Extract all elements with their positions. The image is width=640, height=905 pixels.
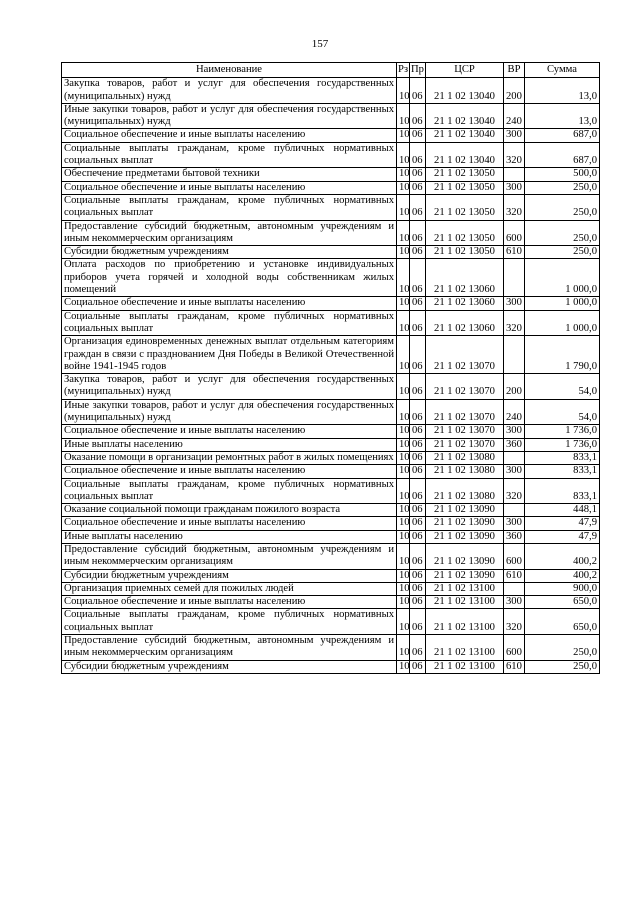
row-pr-cell: 06 xyxy=(410,425,426,438)
row-name-cell: Социальные выплаты гражданам, кроме публичных нормативных социальных выплат xyxy=(62,142,397,168)
row-pr-cell: 06 xyxy=(410,168,426,181)
row-name-cell: Закупка товаров, работ и услуг для обеспечения государственных (муниципальных) нужд xyxy=(62,374,397,400)
row-vr-cell: 240 xyxy=(504,399,525,425)
row-csr-cell: 21 1 02 13040 xyxy=(426,78,504,104)
row-vr-cell: 360 xyxy=(504,438,525,451)
row-rz-cell: 10 xyxy=(397,596,410,609)
row-vr-cell: 200 xyxy=(504,78,525,104)
row-csr-cell: 21 1 02 13070 xyxy=(426,399,504,425)
row-pr-cell: 06 xyxy=(410,194,426,220)
row-vr-cell: 610 xyxy=(504,660,525,673)
column-header-vr: ВР xyxy=(504,63,525,78)
row-sum-cell: 13,0 xyxy=(525,103,600,129)
table-row xyxy=(62,438,600,451)
row-sum-cell: 1 736,0 xyxy=(525,425,600,438)
row-sum-cell: 1 000,0 xyxy=(525,310,600,336)
row-sum-cell: 833,1 xyxy=(525,451,600,464)
row-sum-cell: 54,0 xyxy=(525,374,600,400)
table-row xyxy=(62,465,600,478)
row-rz-cell: 10 xyxy=(397,181,410,194)
row-vr-cell: 320 xyxy=(504,142,525,168)
row-name-cell: Оказание социальной помощи гражданам пожилого возраста xyxy=(62,504,397,517)
row-sum-cell: 250,0 xyxy=(525,635,600,661)
table-row xyxy=(62,425,600,438)
row-vr-cell: 300 xyxy=(504,129,525,142)
row-name-cell: Социальное обеспечение и иные выплаты населению xyxy=(62,297,397,310)
row-sum-cell: 500,0 xyxy=(525,168,600,181)
row-name-cell: Социальное обеспечение и иные выплаты населению xyxy=(62,425,397,438)
row-name-cell: Субсидии бюджетным учреждениям xyxy=(62,246,397,259)
row-name-cell: Социальное обеспечение и иные выплаты населению xyxy=(62,181,397,194)
row-csr-cell: 21 1 02 13080 xyxy=(426,478,504,504)
row-name-cell: Социальное обеспечение и иные выплаты населению xyxy=(62,517,397,530)
row-name-cell: Иные выплаты населению xyxy=(62,438,397,451)
row-pr-cell: 06 xyxy=(410,310,426,336)
row-name-cell: Оплата расходов по приобретению и установке индивидуальных приборов учета горячей и холодной воды собственникам жилых помещений xyxy=(62,259,397,297)
row-rz-cell: 10 xyxy=(397,635,410,661)
column-header-rz: Рз xyxy=(397,63,410,78)
row-csr-cell: 21 1 02 13050 xyxy=(426,246,504,259)
table-row xyxy=(62,569,600,582)
row-rz-cell: 10 xyxy=(397,530,410,543)
column-header-csr: ЦСР xyxy=(426,63,504,78)
row-rz-cell: 10 xyxy=(397,259,410,297)
row-name-cell: Организация приемных семей для пожилых людей xyxy=(62,582,397,595)
row-pr-cell: 06 xyxy=(410,660,426,673)
row-vr-cell: 320 xyxy=(504,310,525,336)
row-vr-cell: 610 xyxy=(504,246,525,259)
table-row xyxy=(62,78,600,104)
row-vr-cell xyxy=(504,582,525,595)
table-row xyxy=(62,478,600,504)
row-csr-cell: 21 1 02 13090 xyxy=(426,543,504,569)
table-row xyxy=(62,660,600,673)
table-row xyxy=(62,374,600,400)
row-pr-cell: 06 xyxy=(410,582,426,595)
row-rz-cell: 10 xyxy=(397,310,410,336)
row-pr-cell: 06 xyxy=(410,517,426,530)
row-csr-cell: 21 1 02 13100 xyxy=(426,660,504,673)
row-sum-cell: 250,0 xyxy=(525,181,600,194)
row-csr-cell: 21 1 02 13050 xyxy=(426,168,504,181)
row-name-cell: Социальное обеспечение и иные выплаты населению xyxy=(62,129,397,142)
row-sum-cell: 13,0 xyxy=(525,78,600,104)
row-csr-cell: 21 1 02 13060 xyxy=(426,310,504,336)
row-vr-cell: 610 xyxy=(504,569,525,582)
table-row xyxy=(62,336,600,374)
table-row xyxy=(62,635,600,661)
row-pr-cell: 06 xyxy=(410,438,426,451)
row-rz-cell: 10 xyxy=(397,78,410,104)
row-rz-cell: 10 xyxy=(397,374,410,400)
row-pr-cell: 06 xyxy=(410,181,426,194)
column-header-sum: Сумма xyxy=(525,63,600,78)
row-csr-cell: 21 1 02 13070 xyxy=(426,425,504,438)
row-csr-cell: 21 1 02 13070 xyxy=(426,374,504,400)
row-csr-cell: 21 1 02 13040 xyxy=(426,103,504,129)
budget-table xyxy=(61,62,600,674)
row-sum-cell: 250,0 xyxy=(525,246,600,259)
row-csr-cell: 21 1 02 13080 xyxy=(426,451,504,464)
table-row xyxy=(62,168,600,181)
row-sum-cell: 687,0 xyxy=(525,129,600,142)
table-row xyxy=(62,194,600,220)
row-csr-cell: 21 1 02 13070 xyxy=(426,438,504,451)
table-row xyxy=(62,129,600,142)
row-sum-cell: 650,0 xyxy=(525,609,600,635)
row-pr-cell: 06 xyxy=(410,129,426,142)
row-pr-cell: 06 xyxy=(410,465,426,478)
row-csr-cell: 21 1 02 13090 xyxy=(426,517,504,530)
row-rz-cell: 10 xyxy=(397,569,410,582)
table-row xyxy=(62,530,600,543)
row-csr-cell: 21 1 02 13040 xyxy=(426,129,504,142)
row-name-cell: Социальные выплаты гражданам, кроме публичных нормативных социальных выплат xyxy=(62,609,397,635)
table-row xyxy=(62,220,600,246)
row-vr-cell: 200 xyxy=(504,374,525,400)
row-csr-cell: 21 1 02 13070 xyxy=(426,336,504,374)
row-vr-cell xyxy=(504,504,525,517)
row-name-cell: Обеспечение предметами бытовой техники xyxy=(62,168,397,181)
row-rz-cell: 10 xyxy=(397,399,410,425)
row-rz-cell: 10 xyxy=(397,504,410,517)
row-pr-cell: 06 xyxy=(410,635,426,661)
column-header-name: Наименование xyxy=(62,63,397,78)
row-csr-cell: 21 1 02 13100 xyxy=(426,582,504,595)
row-csr-cell: 21 1 02 13090 xyxy=(426,504,504,517)
row-vr-cell: 300 xyxy=(504,517,525,530)
row-pr-cell: 06 xyxy=(410,596,426,609)
row-name-cell: Социальное обеспечение и иные выплаты населению xyxy=(62,465,397,478)
row-rz-cell: 10 xyxy=(397,336,410,374)
row-vr-cell xyxy=(504,259,525,297)
row-csr-cell: 21 1 02 13050 xyxy=(426,220,504,246)
table-row xyxy=(62,596,600,609)
row-vr-cell: 240 xyxy=(504,103,525,129)
row-pr-cell: 06 xyxy=(410,220,426,246)
row-vr-cell: 300 xyxy=(504,465,525,478)
row-sum-cell: 687,0 xyxy=(525,142,600,168)
row-pr-cell: 06 xyxy=(410,399,426,425)
row-sum-cell: 250,0 xyxy=(525,194,600,220)
row-csr-cell: 21 1 02 13060 xyxy=(426,259,504,297)
row-sum-cell: 1 790,0 xyxy=(525,336,600,374)
row-sum-cell: 1 000,0 xyxy=(525,297,600,310)
row-rz-cell: 10 xyxy=(397,582,410,595)
table-row xyxy=(62,310,600,336)
row-name-cell: Иные закупки товаров, работ и услуг для обеспечения государственных (муниципальных) нужд xyxy=(62,103,397,129)
row-name-cell: Предоставление субсидий бюджетным, автономным учреждениям и иным некоммерческим организациям xyxy=(62,220,397,246)
table-row xyxy=(62,609,600,635)
row-vr-cell: 300 xyxy=(504,425,525,438)
row-csr-cell: 21 1 02 13050 xyxy=(426,194,504,220)
table-row xyxy=(62,259,600,297)
row-vr-cell: 360 xyxy=(504,530,525,543)
table-row xyxy=(62,103,600,129)
row-rz-cell: 10 xyxy=(397,220,410,246)
row-vr-cell xyxy=(504,336,525,374)
row-sum-cell: 250,0 xyxy=(525,220,600,246)
row-csr-cell: 21 1 02 13100 xyxy=(426,635,504,661)
page-number: 157 xyxy=(311,38,329,50)
row-csr-cell: 21 1 02 13090 xyxy=(426,569,504,582)
row-rz-cell: 10 xyxy=(397,129,410,142)
row-vr-cell: 600 xyxy=(504,543,525,569)
row-pr-cell: 06 xyxy=(410,374,426,400)
table-header-row xyxy=(62,63,600,78)
row-csr-cell: 21 1 02 13100 xyxy=(426,609,504,635)
row-rz-cell: 10 xyxy=(397,660,410,673)
row-pr-cell: 06 xyxy=(410,451,426,464)
row-rz-cell: 10 xyxy=(397,194,410,220)
row-rz-cell: 10 xyxy=(397,103,410,129)
row-name-cell: Социальные выплаты гражданам, кроме публичных нормативных социальных выплат xyxy=(62,194,397,220)
row-pr-cell: 06 xyxy=(410,530,426,543)
row-name-cell: Социальные выплаты гражданам, кроме публичных нормативных социальных выплат xyxy=(62,310,397,336)
row-csr-cell: 21 1 02 13060 xyxy=(426,297,504,310)
row-vr-cell: 320 xyxy=(504,194,525,220)
row-name-cell: Субсидии бюджетным учреждениям xyxy=(62,660,397,673)
row-rz-cell: 10 xyxy=(397,478,410,504)
row-sum-cell: 833,1 xyxy=(525,465,600,478)
row-pr-cell: 06 xyxy=(410,569,426,582)
table-row xyxy=(62,181,600,194)
row-name-cell: Социальное обеспечение и иные выплаты населению xyxy=(62,596,397,609)
row-pr-cell: 06 xyxy=(410,103,426,129)
row-rz-cell: 10 xyxy=(397,142,410,168)
row-name-cell: Иные закупки товаров, работ и услуг для обеспечения государственных (муниципальных) нужд xyxy=(62,399,397,425)
row-rz-cell: 10 xyxy=(397,297,410,310)
table-row xyxy=(62,399,600,425)
table-row xyxy=(62,582,600,595)
row-name-cell: Оказание помощи в организации ремонтных работ в жилых помещениях xyxy=(62,451,397,464)
row-sum-cell: 250,0 xyxy=(525,660,600,673)
column-header-pr: Пр xyxy=(410,63,426,78)
row-pr-cell: 06 xyxy=(410,78,426,104)
row-name-cell: Предоставление субсидий бюджетным, автономным учреждениям и иным некоммерческим организациям xyxy=(62,635,397,661)
row-name-cell: Социальные выплаты гражданам, кроме публичных нормативных социальных выплат xyxy=(62,478,397,504)
row-csr-cell: 21 1 02 13080 xyxy=(426,465,504,478)
row-csr-cell: 21 1 02 13100 xyxy=(426,596,504,609)
row-name-cell: Иные выплаты населению xyxy=(62,530,397,543)
row-sum-cell: 54,0 xyxy=(525,399,600,425)
table-row xyxy=(62,246,600,259)
row-name-cell: Субсидии бюджетным учреждениям xyxy=(62,569,397,582)
row-pr-cell: 06 xyxy=(410,297,426,310)
row-pr-cell: 06 xyxy=(410,504,426,517)
row-csr-cell: 21 1 02 13050 xyxy=(426,181,504,194)
row-vr-cell: 600 xyxy=(504,220,525,246)
row-vr-cell: 600 xyxy=(504,635,525,661)
row-pr-cell: 06 xyxy=(410,246,426,259)
row-sum-cell: 833,1 xyxy=(525,478,600,504)
row-sum-cell: 400,2 xyxy=(525,569,600,582)
row-pr-cell: 06 xyxy=(410,259,426,297)
table-row xyxy=(62,142,600,168)
table-row xyxy=(62,517,600,530)
row-sum-cell: 1 736,0 xyxy=(525,438,600,451)
row-rz-cell: 10 xyxy=(397,609,410,635)
row-vr-cell: 300 xyxy=(504,297,525,310)
row-rz-cell: 10 xyxy=(397,168,410,181)
row-name-cell: Закупка товаров, работ и услуг для обеспечения государственных (муниципальных) нужд xyxy=(62,78,397,104)
row-pr-cell: 06 xyxy=(410,543,426,569)
table-row xyxy=(62,297,600,310)
row-vr-cell xyxy=(504,451,525,464)
table-row xyxy=(62,543,600,569)
row-vr-cell: 300 xyxy=(504,596,525,609)
table-row xyxy=(62,451,600,464)
row-rz-cell: 10 xyxy=(397,451,410,464)
row-vr-cell: 300 xyxy=(504,181,525,194)
row-sum-cell: 900,0 xyxy=(525,582,600,595)
row-pr-cell: 06 xyxy=(410,478,426,504)
row-name-cell: Предоставление субсидий бюджетным, автономным учреждениям и иным некоммерческим организациям xyxy=(62,543,397,569)
row-rz-cell: 10 xyxy=(397,438,410,451)
row-sum-cell: 47,9 xyxy=(525,517,600,530)
row-pr-cell: 06 xyxy=(410,142,426,168)
row-csr-cell: 21 1 02 13090 xyxy=(426,530,504,543)
row-rz-cell: 10 xyxy=(397,425,410,438)
row-vr-cell: 320 xyxy=(504,609,525,635)
row-vr-cell: 320 xyxy=(504,478,525,504)
row-sum-cell: 448,1 xyxy=(525,504,600,517)
table-body xyxy=(62,78,600,674)
row-name-cell: Организация единовременных денежных выплат отдельным категориям граждан в связи с празднованием Дня Победы в Великой Отечественной войне 1941-1945 годов xyxy=(62,336,397,374)
row-rz-cell: 10 xyxy=(397,465,410,478)
row-vr-cell xyxy=(504,168,525,181)
row-rz-cell: 10 xyxy=(397,246,410,259)
row-sum-cell: 400,2 xyxy=(525,543,600,569)
table-row xyxy=(62,504,600,517)
row-pr-cell: 06 xyxy=(410,609,426,635)
row-csr-cell: 21 1 02 13040 xyxy=(426,142,504,168)
row-rz-cell: 10 xyxy=(397,543,410,569)
row-rz-cell: 10 xyxy=(397,517,410,530)
row-sum-cell: 650,0 xyxy=(525,596,600,609)
row-pr-cell: 06 xyxy=(410,336,426,374)
row-sum-cell: 1 000,0 xyxy=(525,259,600,297)
row-sum-cell: 47,9 xyxy=(525,530,600,543)
